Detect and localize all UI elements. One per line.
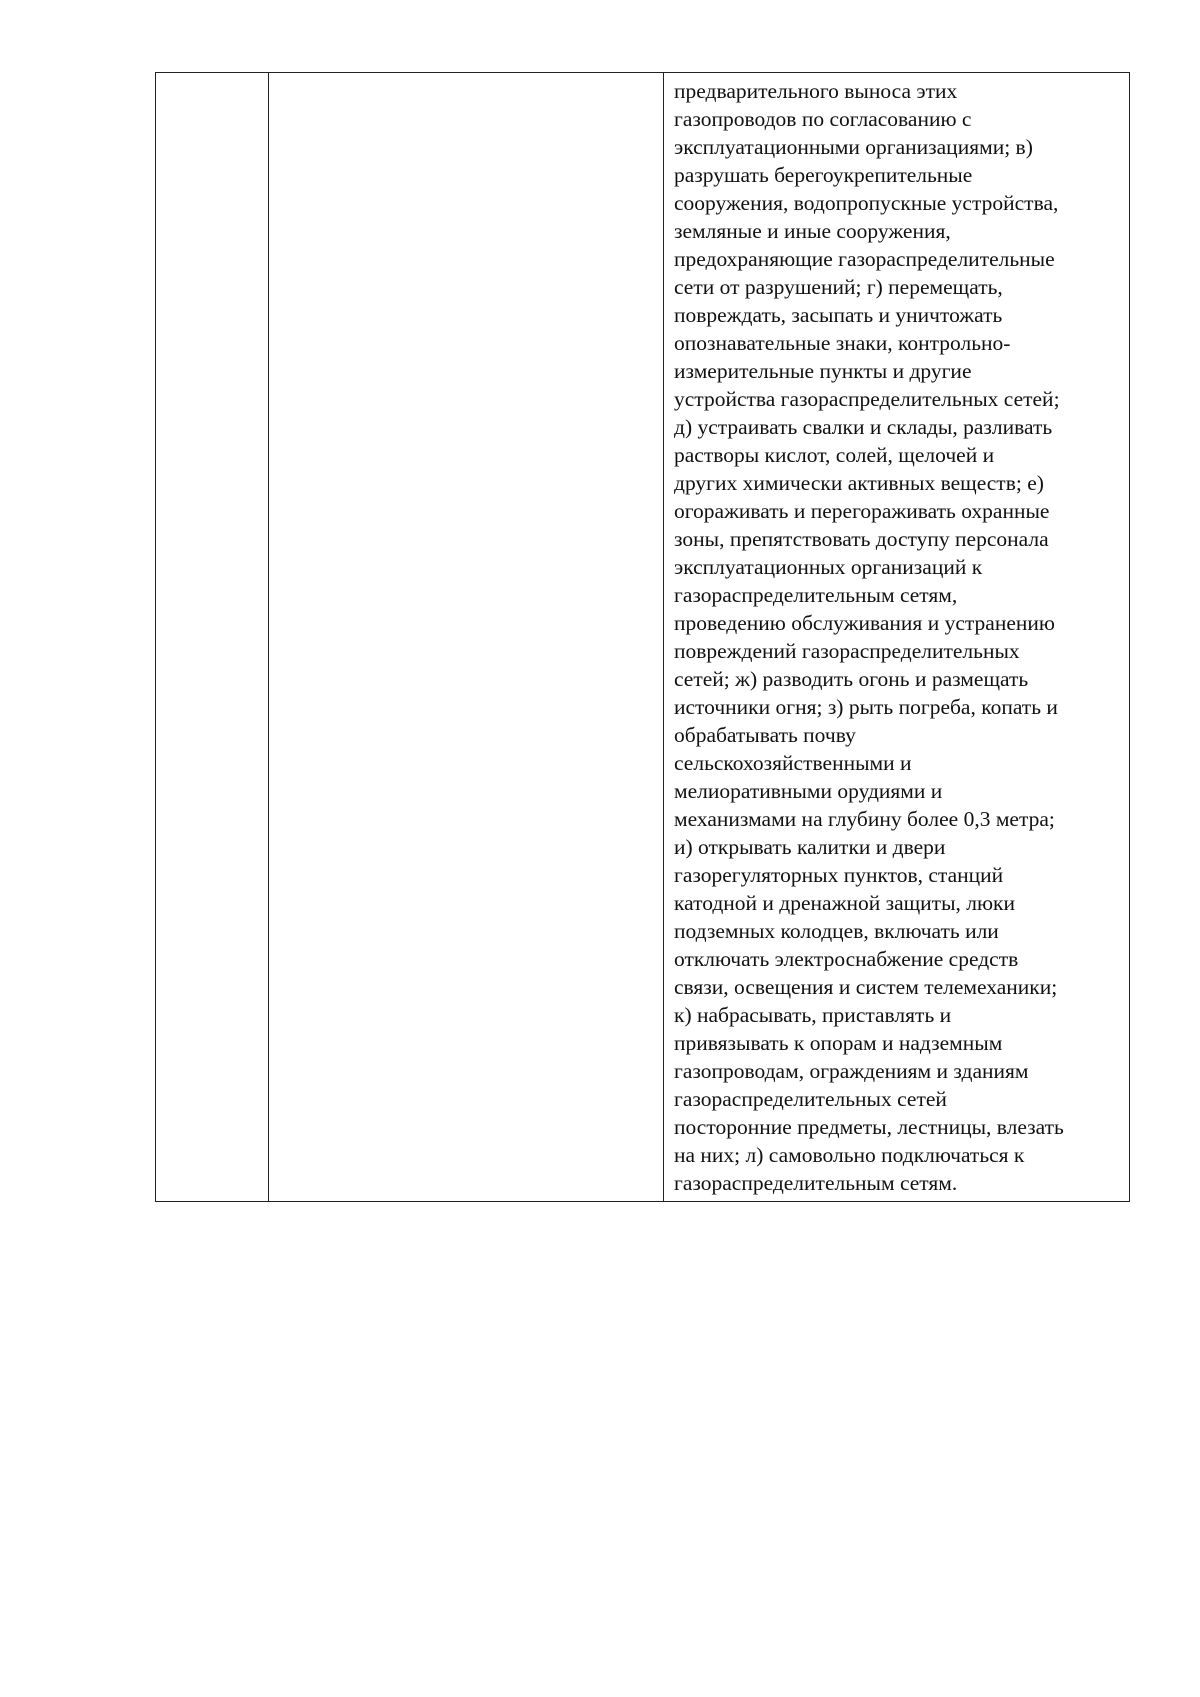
cell-col1-text bbox=[156, 73, 268, 81]
text-line: газорегуляторных пунктов, станций bbox=[674, 863, 1004, 887]
table-cell-col3 bbox=[664, 73, 1130, 1202]
text-line: и) открывать калитки и двери bbox=[674, 835, 946, 859]
text-line: связи, освещения и систем телемеханики; bbox=[674, 975, 1058, 999]
text-line: на них; л) самовольно подключаться к bbox=[674, 1143, 1025, 1167]
table-cell-col2 bbox=[269, 73, 664, 1202]
text-line: мелиоративными орудиями и bbox=[674, 779, 943, 803]
table-row bbox=[156, 73, 1130, 1202]
text-line: подземных колодцев, включать или bbox=[674, 919, 999, 943]
text-line: сельскохозяйственными и bbox=[674, 751, 912, 775]
text-line: газопроводов по согласованию с bbox=[674, 107, 972, 131]
text-line: устройства газораспределительных сетей; bbox=[674, 387, 1060, 411]
text-line: д) устраивать свалки и склады, разливать bbox=[674, 415, 1053, 439]
text-line: сетей; ж) разводить огонь и размещать bbox=[674, 667, 1029, 691]
text-line: предохраняющие газораспределительные bbox=[674, 247, 1055, 271]
text-line: отключать электроснабжение средств bbox=[674, 947, 1019, 971]
text-line: эксплуатационных организаций к bbox=[674, 555, 983, 579]
text-line: других химически активных веществ; е) bbox=[674, 471, 1044, 495]
cell-col2-text bbox=[269, 73, 663, 81]
text-line: разрушать берегоукрепительные bbox=[674, 163, 973, 187]
text-line: сети от разрушений; г) перемещать, bbox=[674, 275, 1003, 299]
text-line: повреждений газораспределительных bbox=[674, 639, 1020, 663]
table-cell-col1 bbox=[156, 73, 269, 1202]
text-line: к) набрасывать, приставлять и bbox=[674, 1003, 952, 1027]
text-line: измерительные пункты и другие bbox=[674, 359, 972, 383]
text-line: газораспределительным сетям. bbox=[674, 1171, 958, 1195]
text-line: повреждать, засыпать и уничтожать bbox=[674, 303, 1003, 327]
text-line: привязывать к опорам и надземным bbox=[674, 1031, 1003, 1055]
text-line: опознавательные знаки, контрольно- bbox=[674, 331, 1011, 355]
text-line: газораспределительных сетей bbox=[674, 1087, 947, 1111]
cell-col3-text bbox=[664, 73, 1129, 1201]
text-line: газораспределительным сетям, bbox=[674, 583, 958, 607]
text-line: газопроводам, ограждениям и зданиям bbox=[674, 1059, 1029, 1083]
text-line: зоны, препятствовать доступу персонала bbox=[674, 527, 1049, 551]
text-line: земляные и иные сооружения, bbox=[674, 219, 951, 243]
document-table bbox=[155, 72, 1130, 1202]
text-line: сооружения, водопропускные устройства, bbox=[674, 191, 1059, 215]
text-line: обрабатывать почву bbox=[674, 723, 856, 747]
text-line: катодной и дренажной защиты, люки bbox=[674, 891, 1016, 915]
text-line: огораживать и перегораживать охранные bbox=[674, 499, 1050, 523]
text-line: проведению обслуживания и устранению bbox=[674, 611, 1055, 635]
text-line: предварительного выноса этих bbox=[674, 79, 958, 103]
text-line: источники огня; з) рыть погреба, копать и bbox=[674, 695, 1058, 719]
text-line: посторонние предметы, лестницы, влезать bbox=[674, 1115, 1064, 1139]
text-line: эксплуатационными организациями; в) bbox=[674, 135, 1033, 159]
text-line: механизмами на глубину более 0,3 метра; bbox=[674, 807, 1055, 831]
text-line: растворы кислот, солей, щелочей и bbox=[674, 443, 995, 467]
